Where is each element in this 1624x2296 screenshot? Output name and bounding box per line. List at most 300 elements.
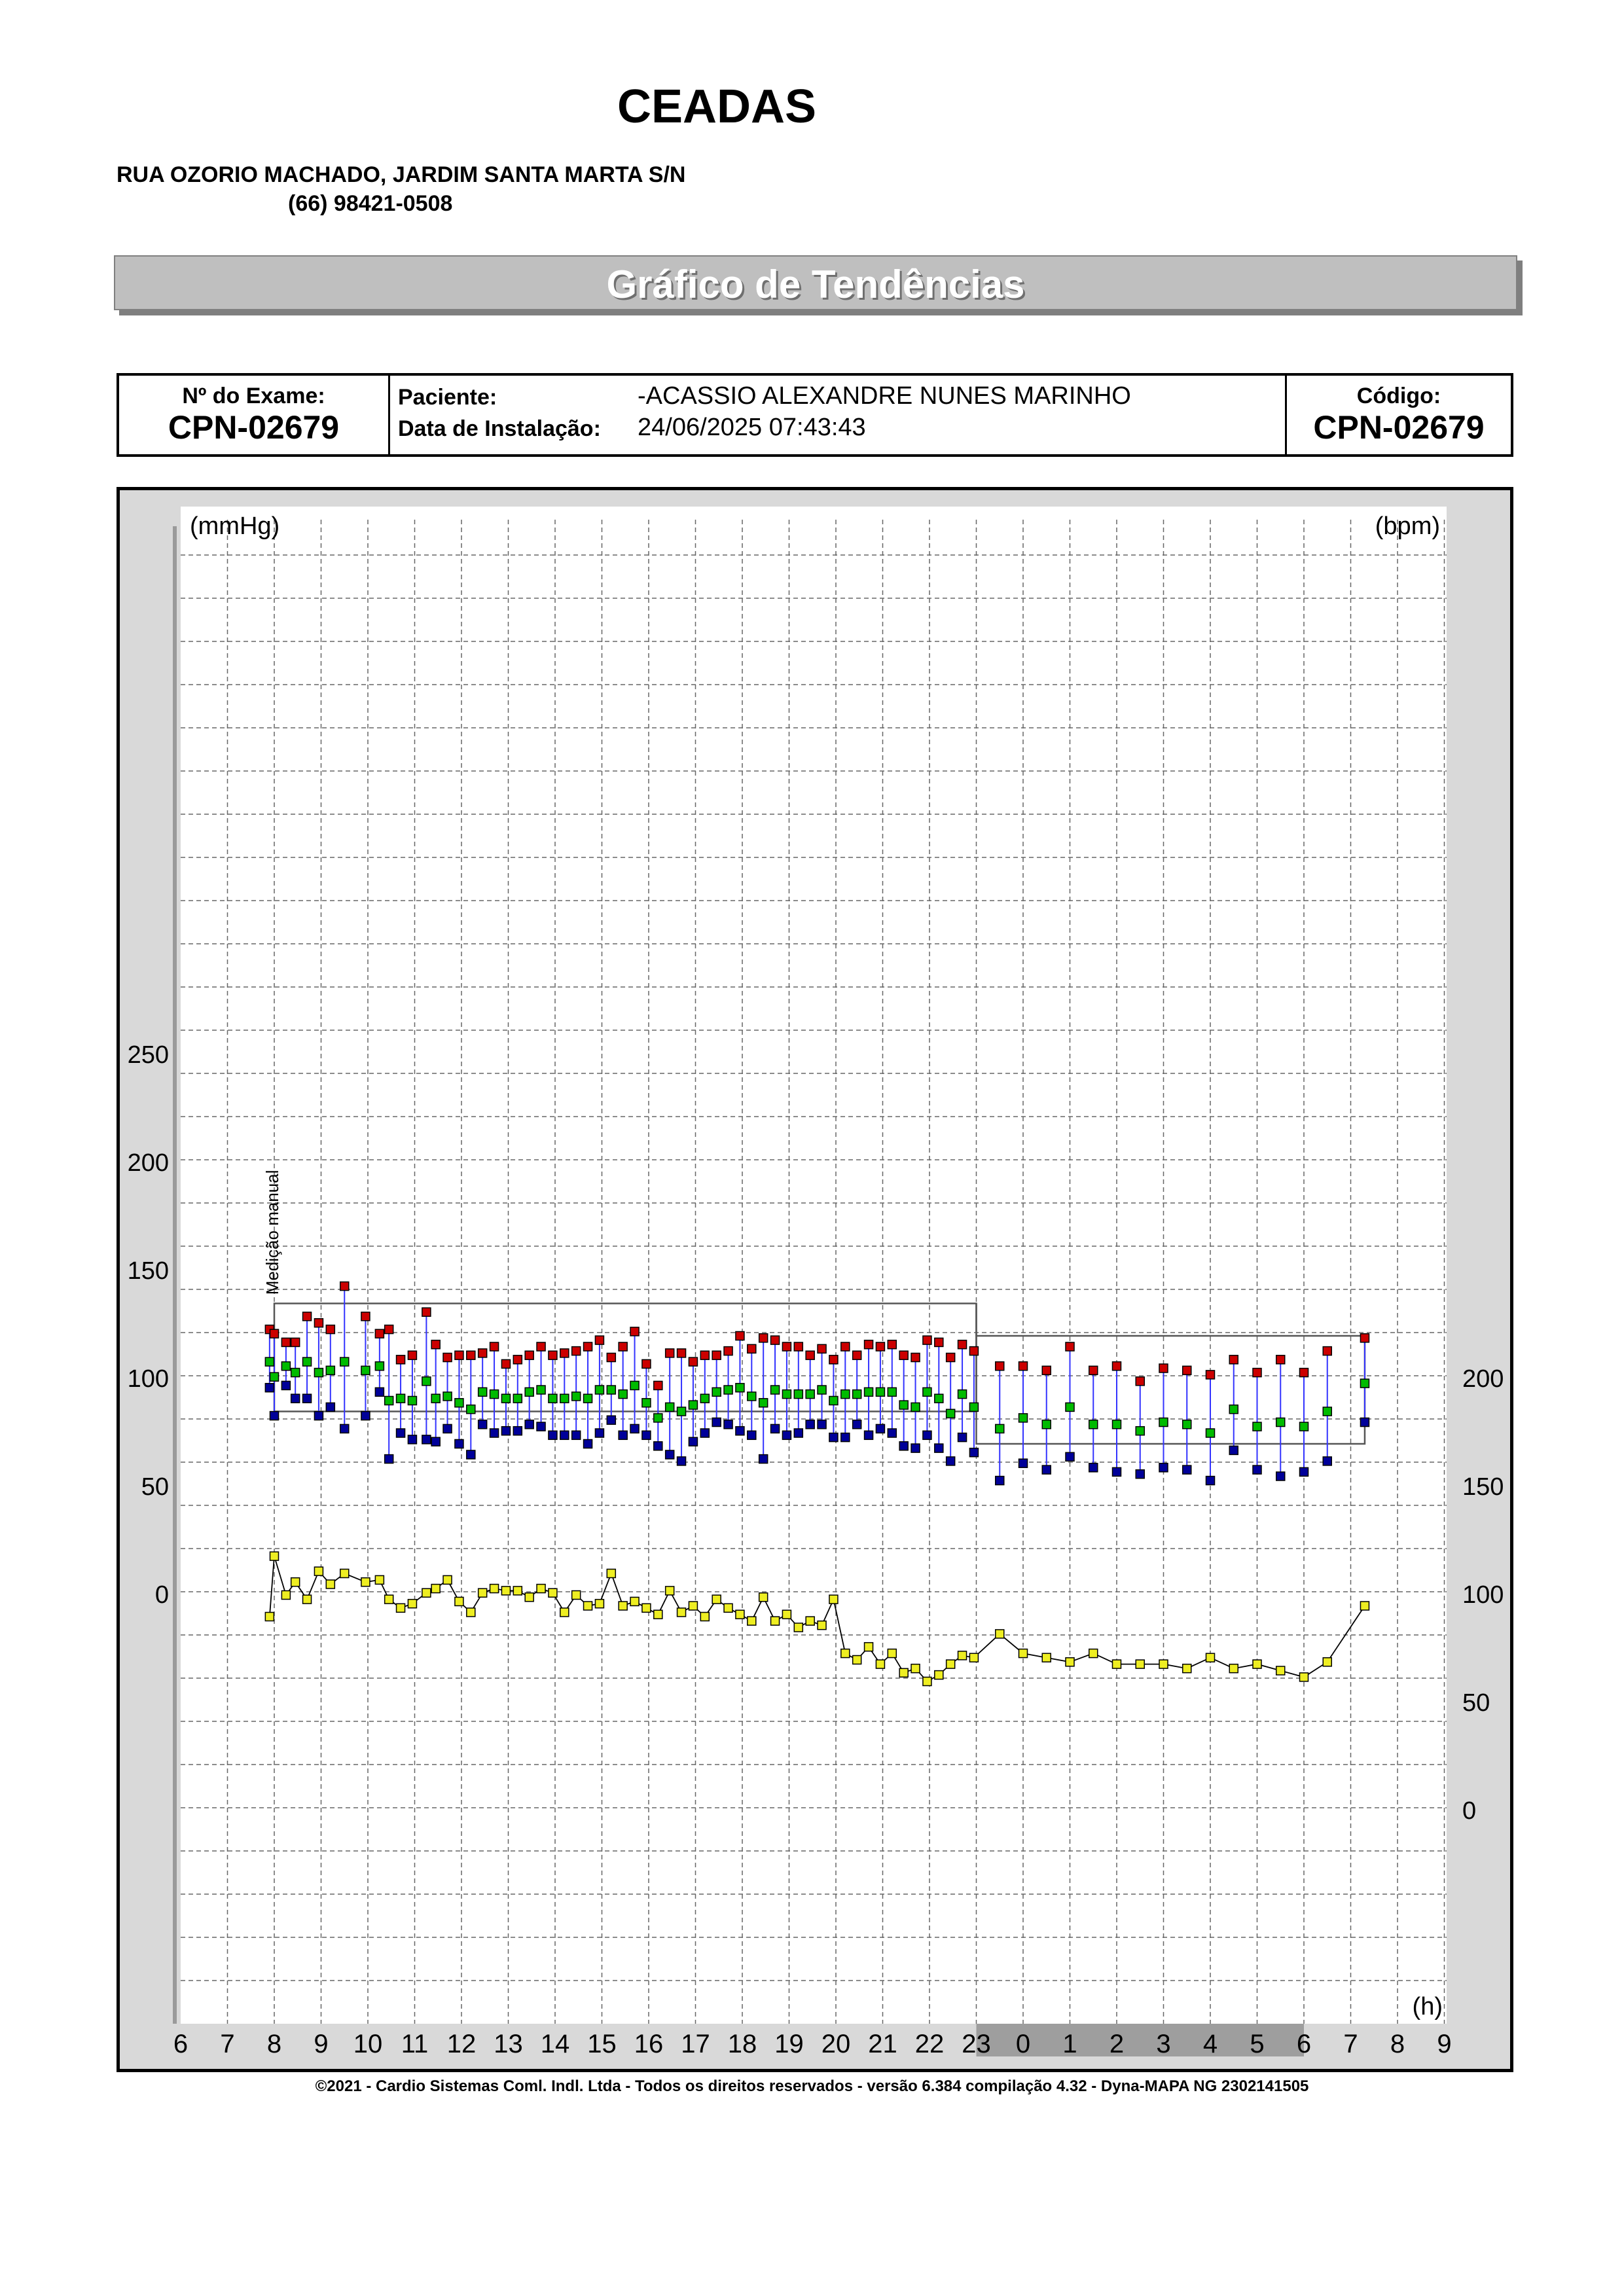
mean-point (794, 1390, 803, 1399)
heart-rate-point (1276, 1666, 1285, 1675)
heart-rate-point (853, 1656, 861, 1664)
systolic-point (501, 1359, 510, 1368)
diastolic-point (1089, 1463, 1098, 1472)
systolic-point (771, 1336, 780, 1344)
systolic-point (759, 1334, 768, 1342)
heart-rate-point (375, 1575, 384, 1584)
systolic-point (397, 1355, 405, 1364)
diastolic-point (455, 1440, 463, 1448)
x-axis-tick: 11 (401, 2030, 429, 2058)
code-value: CPN-02679 (1313, 409, 1485, 446)
mean-point (958, 1390, 967, 1399)
systolic-point (958, 1340, 967, 1349)
mean-point (478, 1388, 487, 1396)
diastolic-point (549, 1431, 557, 1439)
mean-point (841, 1390, 850, 1399)
systolic-point (947, 1354, 955, 1362)
heart-rate-point (899, 1668, 908, 1677)
heart-rate-point (996, 1630, 1004, 1638)
diastolic-point (1253, 1465, 1261, 1474)
systolic-point (677, 1349, 686, 1357)
left-axis-tick: 50 (141, 1473, 169, 1501)
systolic-point (642, 1359, 651, 1368)
systolic-point (1276, 1355, 1285, 1364)
systolic-point (326, 1325, 334, 1334)
systolic-point (865, 1340, 873, 1349)
heart-rate-point (771, 1617, 780, 1625)
diastolic-point (947, 1457, 955, 1465)
mean-point (270, 1372, 279, 1381)
x-axis-tick: 6 (1296, 2030, 1312, 2058)
mean-point (1253, 1422, 1261, 1431)
heart-rate-point (923, 1677, 931, 1686)
mean-point (326, 1366, 334, 1374)
systolic-point (467, 1351, 475, 1359)
heart-rate-point (829, 1595, 838, 1604)
mean-point (408, 1397, 416, 1405)
mean-point (385, 1397, 393, 1405)
diastolic-point (375, 1388, 384, 1396)
systolic-point (1019, 1362, 1028, 1371)
mean-point (700, 1394, 709, 1403)
systolic-point (408, 1351, 416, 1359)
diastolic-point (270, 1412, 279, 1420)
systolic-point (1042, 1366, 1051, 1374)
heart-rate-point (467, 1608, 475, 1617)
heart-rate-point (397, 1604, 405, 1612)
systolic-point (666, 1349, 674, 1357)
diastolic-point (876, 1424, 884, 1433)
x-axis-tick: 8 (1390, 2030, 1405, 2058)
systolic-point (630, 1327, 639, 1336)
systolic-point (361, 1312, 370, 1321)
diastolic-point (853, 1420, 861, 1429)
heart-rate-point (1206, 1653, 1215, 1662)
diastolic-point (806, 1420, 814, 1429)
mean-point (1136, 1427, 1144, 1435)
diastolic-point (888, 1429, 896, 1437)
heart-rate-point (525, 1593, 533, 1602)
x-axis-tick: 6 (173, 2030, 189, 2058)
heart-rate-point (431, 1585, 440, 1593)
mean-point (782, 1390, 791, 1399)
mean-point (467, 1405, 475, 1414)
diastolic-point (1229, 1446, 1238, 1454)
systolic-point (291, 1338, 300, 1346)
patient-cell (390, 376, 1287, 454)
mean-point (607, 1386, 615, 1394)
mean-point (397, 1394, 405, 1403)
heart-rate-point (806, 1617, 814, 1625)
mean-point (584, 1394, 592, 1403)
heart-rate-point (291, 1578, 300, 1587)
diastolic-point (818, 1420, 826, 1429)
diastolic-point (689, 1437, 697, 1446)
mean-point (829, 1397, 838, 1405)
x-axis-tick: 10 (353, 2030, 383, 2058)
heart-rate-point (490, 1585, 499, 1593)
systolic-point (969, 1347, 978, 1355)
heart-rate-point (478, 1588, 487, 1597)
exam-info-box (117, 373, 1513, 457)
diastolic-point (899, 1442, 908, 1450)
diastolic-point (584, 1440, 592, 1448)
x-axis-tick: 14 (540, 2030, 570, 2058)
diastolic-point (865, 1431, 873, 1439)
mean-point (1042, 1420, 1051, 1429)
x-axis-tick: 16 (634, 2030, 664, 2058)
systolic-point (1183, 1366, 1191, 1374)
mean-point (422, 1377, 431, 1386)
heart-rate-point (1113, 1660, 1121, 1668)
systolic-point (1206, 1371, 1215, 1379)
diastolic-point (303, 1394, 312, 1403)
systolic-point (1323, 1347, 1331, 1355)
diastolic-point (1066, 1452, 1074, 1461)
systolic-point (270, 1329, 279, 1338)
diastolic-point (1042, 1465, 1051, 1474)
diastolic-point (748, 1431, 756, 1439)
mean-point (513, 1394, 522, 1403)
x-axis-tick: 18 (727, 2030, 757, 2058)
systolic-point (724, 1347, 732, 1355)
mean-point (996, 1424, 1004, 1433)
systolic-point (431, 1340, 440, 1349)
systolic-point (595, 1336, 604, 1344)
x-axis-tick: 15 (587, 2030, 617, 2058)
manual-measurement-note: Medição manual (262, 1170, 282, 1295)
systolic-point (736, 1332, 744, 1340)
heart-rate-point (865, 1643, 873, 1651)
diastolic-point (666, 1450, 674, 1459)
mean-point (969, 1403, 978, 1411)
systolic-point (853, 1351, 861, 1359)
heart-rate-point (1089, 1649, 1098, 1658)
mean-point (923, 1388, 931, 1396)
mean-point (1276, 1418, 1285, 1427)
heart-rate-point (1019, 1649, 1028, 1658)
systolic-point (829, 1355, 838, 1364)
diastolic-point (724, 1420, 732, 1429)
mean-point (806, 1390, 814, 1399)
x-axis-tick: 8 (266, 2030, 282, 2058)
mean-point (572, 1392, 581, 1401)
diastolic-point (314, 1412, 323, 1420)
heart-rate-point (537, 1585, 545, 1593)
mean-point (759, 1399, 768, 1407)
heart-rate-point (1042, 1653, 1051, 1662)
systolic-point (1089, 1366, 1098, 1374)
heart-rate-point (422, 1588, 431, 1597)
systolic-point (1136, 1377, 1144, 1386)
systolic-point (1159, 1364, 1168, 1372)
diastolic-point (1019, 1459, 1028, 1467)
diastolic-point (923, 1431, 931, 1439)
mean-point (361, 1366, 370, 1374)
right-axis-tick: 150 (1462, 1473, 1504, 1501)
diastolic-point (1113, 1467, 1121, 1476)
diastolic-point (794, 1429, 803, 1437)
systolic-point (1253, 1369, 1261, 1377)
diastolic-point (736, 1427, 744, 1435)
left-axis-tick: 250 (127, 1041, 169, 1069)
systolic-point (782, 1342, 791, 1351)
right-axis-label: (bpm) (1375, 512, 1440, 540)
mean-point (911, 1403, 920, 1411)
diastolic-point (291, 1394, 300, 1403)
systolic-point (923, 1336, 931, 1344)
systolic-point (560, 1349, 569, 1357)
heart-rate-point (689, 1602, 697, 1610)
heart-rate-point (911, 1664, 920, 1673)
heart-rate-point (361, 1578, 370, 1587)
diastolic-point (361, 1412, 370, 1420)
mean-point (281, 1362, 290, 1371)
heart-rate-point (642, 1604, 651, 1612)
x-axis-tick: 20 (821, 2030, 851, 2058)
systolic-point (689, 1357, 697, 1366)
systolic-point (340, 1282, 349, 1291)
systolic-point (525, 1351, 533, 1359)
diastolic-point (408, 1435, 416, 1444)
heart-rate-point (969, 1653, 978, 1662)
code-cell (1287, 376, 1511, 454)
mean-point (375, 1362, 384, 1371)
heart-rate-point (513, 1587, 522, 1595)
diastolic-point (265, 1384, 274, 1392)
mean-point (560, 1394, 569, 1403)
diastolic-point (1276, 1472, 1285, 1480)
diastolic-point (771, 1424, 780, 1433)
mean-point (689, 1401, 697, 1409)
diastolic-point (595, 1429, 604, 1437)
diastolic-point (513, 1427, 522, 1435)
mean-point (314, 1369, 323, 1377)
clinic-phone: (66) 98421-0508 (288, 191, 453, 216)
systolic-point (549, 1351, 557, 1359)
diastolic-point (700, 1429, 709, 1437)
heart-rate-point (1159, 1660, 1168, 1668)
systolic-point (888, 1340, 896, 1349)
patient-label: Paciente: (398, 385, 497, 410)
x-axis-tick: 21 (868, 2030, 897, 2058)
diastolic-point (1206, 1477, 1215, 1485)
heart-rate-point (1323, 1658, 1331, 1666)
systolic-point (607, 1354, 615, 1362)
heart-rate-point (595, 1600, 604, 1608)
diastolic-point (841, 1433, 850, 1442)
diastolic-point (525, 1420, 533, 1429)
mean-point (712, 1388, 721, 1396)
heart-rate-point (654, 1610, 662, 1619)
diastolic-point (969, 1448, 978, 1457)
mean-point (265, 1357, 274, 1366)
systolic-point (303, 1312, 312, 1321)
systolic-point (1066, 1342, 1074, 1351)
mean-point (340, 1357, 349, 1366)
exam-number: CPN-02679 (168, 409, 340, 446)
heart-rate-point (270, 1552, 279, 1560)
x-axis-tick: 0 (1015, 2030, 1031, 2058)
systolic-point (619, 1342, 627, 1351)
mean-point (642, 1399, 651, 1407)
heart-rate-point (303, 1595, 312, 1604)
mean-point (490, 1390, 499, 1399)
diastolic-point (1136, 1470, 1144, 1479)
diastolic-point (677, 1457, 686, 1465)
mean-point (619, 1390, 627, 1399)
mean-point (537, 1386, 545, 1394)
left-axis-tick: 200 (127, 1149, 169, 1177)
x-axis-tick: 9 (1437, 2030, 1452, 2058)
heart-rate-point (759, 1593, 768, 1602)
heart-rate-point (818, 1621, 826, 1630)
heart-rate-point (408, 1600, 416, 1608)
mean-point (865, 1388, 873, 1396)
mean-point (771, 1386, 780, 1394)
diastolic-point (501, 1427, 510, 1435)
report-title: Gráfico de Tendências (606, 262, 1025, 306)
heart-rate-point (1229, 1664, 1238, 1673)
heart-rate-point (572, 1591, 581, 1600)
systolic-point (806, 1351, 814, 1359)
heart-rate-point (1253, 1660, 1261, 1668)
mean-point (443, 1392, 452, 1401)
x-axis-tick: 3 (1156, 2030, 1171, 2058)
diastolic-point (1323, 1457, 1331, 1465)
systolic-point (385, 1325, 393, 1334)
diastolic-point (630, 1424, 639, 1433)
systolic-point (794, 1342, 803, 1351)
mean-point (1360, 1379, 1369, 1388)
mean-point (666, 1403, 674, 1411)
patient-name: -ACASSIO ALEXANDRE NUNES MARINHO (638, 382, 1131, 410)
mean-point (818, 1386, 826, 1394)
mean-point (888, 1388, 896, 1396)
mean-point (876, 1388, 884, 1396)
mean-point (853, 1390, 861, 1399)
heart-rate-point (782, 1610, 791, 1619)
right-axis-tick: 200 (1462, 1365, 1504, 1393)
diastolic-point (340, 1424, 349, 1433)
right-axis-tick: 0 (1462, 1797, 1477, 1825)
mean-point (455, 1399, 463, 1407)
heart-rate-point (501, 1587, 510, 1595)
mean-point (501, 1394, 510, 1403)
x-axis-tick: 13 (494, 2030, 523, 2058)
x-axis-tick: 7 (1343, 2030, 1358, 2058)
exam-number-label: Nº do Exame: (182, 384, 325, 408)
x-axis-tick: 17 (681, 2030, 710, 2058)
x-axis-tick: 5 (1250, 2030, 1265, 2058)
mean-point (291, 1369, 300, 1377)
diastolic-point (935, 1444, 943, 1452)
diastolic-point (619, 1431, 627, 1439)
mean-point (899, 1401, 908, 1409)
x-axis-tick: 7 (220, 2030, 235, 2058)
right-axis-tick: 50 (1462, 1689, 1490, 1717)
code-label: Código: (1356, 384, 1441, 408)
x-axis-tick: 22 (914, 2030, 945, 2058)
heart-rate-point (560, 1608, 569, 1617)
systolic-point (935, 1338, 943, 1346)
exam-number-cell (119, 376, 390, 454)
mean-point (303, 1357, 312, 1366)
mean-point (1206, 1429, 1215, 1437)
mean-point (1229, 1405, 1238, 1414)
x-axis-label: (h) (1412, 1993, 1443, 2020)
heart-rate-point (1066, 1658, 1074, 1666)
heart-rate-point (314, 1567, 323, 1575)
diastolic-point (422, 1435, 431, 1444)
heart-rate-point (748, 1617, 756, 1625)
diastolic-point (490, 1429, 499, 1437)
trend-chart (117, 487, 1513, 2072)
diastolic-point (478, 1420, 487, 1429)
right-axis-tick: 100 (1462, 1581, 1504, 1609)
diastolic-point (385, 1455, 393, 1463)
clinic-name: CEADAS (617, 81, 817, 133)
systolic-point (899, 1351, 908, 1359)
diastolic-point (712, 1418, 721, 1427)
heart-rate-point (455, 1597, 463, 1605)
systolic-point (1113, 1362, 1121, 1371)
diastolic-point (431, 1437, 440, 1446)
diastolic-point (397, 1429, 405, 1437)
diastolic-point (560, 1431, 569, 1439)
mean-point (1113, 1420, 1121, 1429)
systolic-point (584, 1342, 592, 1351)
mean-point (736, 1384, 744, 1392)
systolic-point (513, 1355, 522, 1364)
mean-point (1066, 1403, 1074, 1411)
mean-point (724, 1386, 732, 1394)
heart-rate-point (935, 1671, 943, 1679)
x-axis-tick: 2 (1109, 2030, 1125, 2058)
heart-rate-point (888, 1649, 896, 1658)
systolic-point (1300, 1369, 1308, 1377)
heart-rate-point (947, 1660, 955, 1668)
systolic-point (455, 1351, 463, 1359)
heart-rate-point (326, 1580, 334, 1588)
diastolic-point (572, 1431, 581, 1439)
x-axis-tick: 12 (446, 2030, 477, 2058)
diastolic-point (1360, 1418, 1369, 1427)
systolic-point (572, 1347, 581, 1355)
heart-rate-point (443, 1575, 452, 1584)
mean-point (935, 1394, 943, 1403)
diastolic-point (537, 1422, 545, 1431)
systolic-point (537, 1342, 545, 1351)
mean-point (549, 1394, 557, 1403)
diastolic-point (443, 1424, 452, 1433)
systolic-point (818, 1344, 826, 1353)
heart-rate-point (1300, 1673, 1308, 1681)
heart-rate-point (736, 1610, 744, 1619)
systolic-point (996, 1362, 1004, 1371)
heart-rate-point (712, 1595, 721, 1604)
x-axis-tick: 4 (1202, 2030, 1218, 2058)
x-axis-tick: 1 (1062, 2030, 1077, 2058)
diastolic-point (654, 1442, 662, 1450)
systolic-point (1360, 1334, 1369, 1342)
left-axis-tick: 0 (154, 1581, 169, 1609)
heart-rate-point (794, 1623, 803, 1632)
systolic-point (443, 1354, 452, 1362)
systolic-point (712, 1351, 721, 1359)
clinic-address: RUA OZORIO MACHADO, JARDIM SANTA MARTA S/N (117, 162, 686, 187)
heart-rate-point (1136, 1660, 1144, 1668)
